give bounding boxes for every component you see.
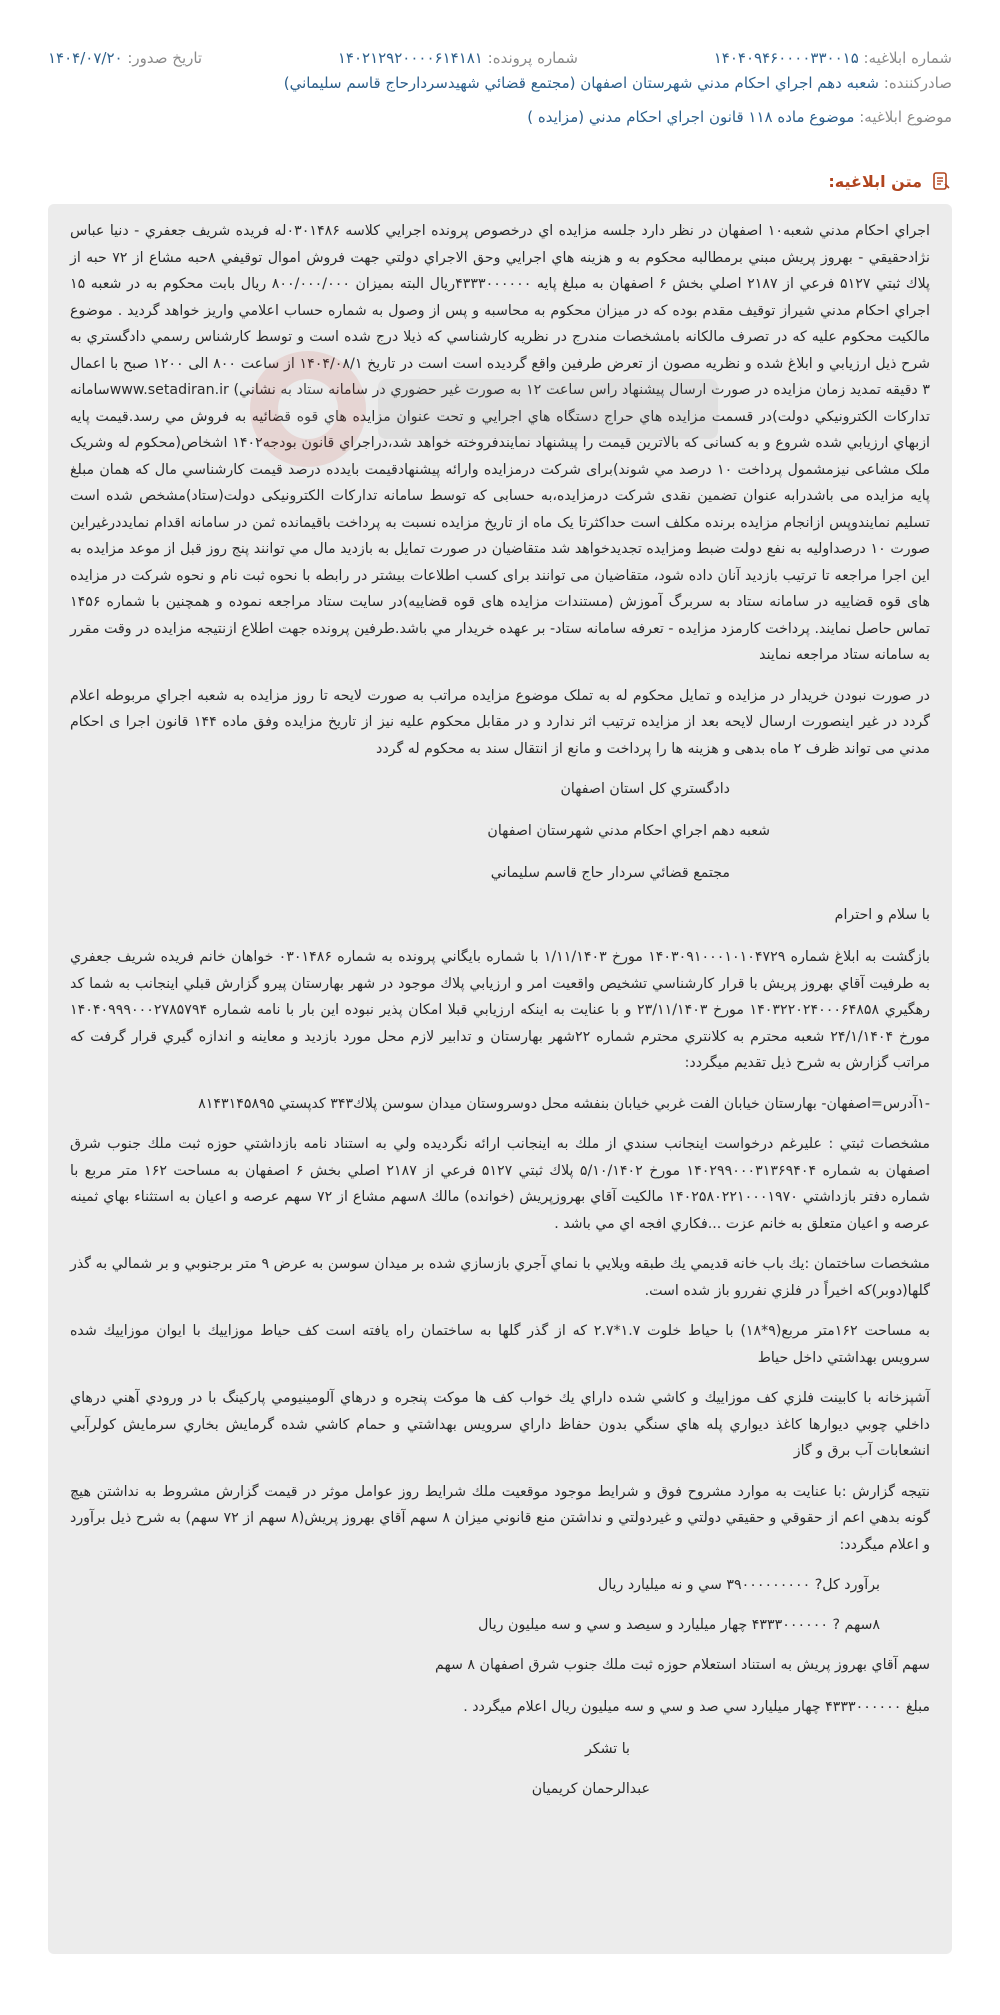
body-paragraph-3: بازگشت به ابلاغ شماره ۱۴۰۳۰۹۱۰۰۰۱۰۱۰۴۷۲۹ مورخ ۱/۱۱/۱۴۰۳ با شماره بايگاني پرونده به شماره ۰۳۰۱۴۸۶ خواهان خانم فريده شريف جعفري به طرفيت آقاي بهروز پريش با قرار كارشناسي تشخيص واقعيت امر و ارزيابي پلاك موجود در شهر بهارستان پيرو گزارش قبلي اينجانب به شما كد رهگيري ۱۴۰۳۲۲۰۲۴۰۰۰۶۴۸۵۸ مورخ ۲۳/۱۱/۱۴۰۳ و با عنايت به اينكه ارزيابي قبلا امكان پذير نبوده اين بار با نامه شماره ۱۴۰۴۰۹۹۹۰۰۰۲۷۸۵۷۹۴ مورخ ۲۴/۱/۱۴۰۴ شعبه محترم به كلانتري محترم شماره ۲۲شهر بهارستان و تدابير لازم محل مورد بازديد و معاينه و اندازه گيري قرار گرفت كه مراتب گزارش به شرح ذيل تقديم ميگردد: bbox=[70, 949, 931, 1071]
court-line-3: مجتمع قضائي سردار حاج قاسم سليماني bbox=[490, 865, 730, 881]
notice-number-value: ۱۴۰۴۰۹۴۶۰۰۰۰۳۳۰۰۱۵ bbox=[713, 49, 859, 67]
report-result: نتيجه گزارش :با عنايت به موارد مشروح فوق و شرايط موجود موقعيت ملك شرايط روز عوامل موثر در قيمت گزارش مشروط به نداشتن هيچ گونه بدهي اعم از حقوقي و حقيقي دولتي و غيردولتي و نداشتن منع قانوني ميزان ۸ سهم آقاي بهروز پريش(۸ سهم از ۷۲ سهم) به شرح ذيل برآورد و اعلام ميگردد: bbox=[70, 1483, 930, 1553]
case-number-value: ۱۴۰۲۱۲۹۲۰۰۰۰۶۱۴۱۸۱ bbox=[337, 49, 483, 67]
notice-header bbox=[48, 44, 952, 140]
notice-number bbox=[714, 47, 952, 69]
document-icon bbox=[930, 170, 952, 192]
body-paragraph-2: در صورت نبودن خريدار در مزايده و تمايل محكوم له به تملک موضوع مزايده مراتب به صورت لايحه تا روز مزايده به شعبه اجراي مربوطه اعلام گردد در غير اينصورت ارسال لايحه بعد از مزايده ترتيب اثر ندارد و در مقابل محكوم عليه نيز از تاريخ مزايده وفق ماده ۱۴۴ قانون اجرا ی احكام مدني می تواند ظرف ۲ ماه بدهی و هزينه ها را پرداخت و مانع از انتقال سند به محكوم له گردد bbox=[70, 687, 930, 757]
notice-title-label: متن ابلاغیه: bbox=[828, 171, 922, 191]
notice-body bbox=[48, 204, 952, 1954]
signer-name: عبدالرحمان كريميان bbox=[531, 1781, 650, 1797]
address-line: -۱آدرس=اصفهان- بهارستان خيابان الفت غربي خيابان بنفشه محل دوسروستان ميدان سوسن پلاك۳۴۳ كدپستي ۸۱۴۳۱۴۵۸۹۵ bbox=[198, 1095, 930, 1112]
area-details: به مساحت ۱۶۲متر مربع(۹*۱۸) با حياط خلوت ۱.۷*۲.۷ كه از گذر گلها به ساختمان راه يافته است كف حياط موزاييك با ايوان موزاييك شده سرويس بهداشتي داخل حياط bbox=[70, 1323, 930, 1366]
total-estimate: برآورد كل? ۳۹۰۰۰۰۰۰۰۰۰ سي و نه ميليارد ريال bbox=[597, 1577, 880, 1593]
share-owner-line: سهم آقاي بهروز پريش به استناد استعلام حوزه ثبت ملك جنوب شرق اصفهان ۸ سهم bbox=[435, 1657, 930, 1673]
case-number-label: شماره پرونده: bbox=[487, 49, 578, 67]
court-line-2: شعبه دهم اجراي احكام مدني شهرستان اصفهان bbox=[487, 823, 770, 839]
registration-details: مشخصات ثبتي : عليرغم درخواست اينجانب سندي از ملك به اينجانب ارائه نگرديده ولي به استناد نامه بازداشتي حوزه ثبت ملك جنوب شرق اصفهان به شماره ۱۴۰۲۹۹۰۰۰۳۱۳۶۹۴۰۴ مورخ ۵/۱۰/۱۴۰۲ پلاك ثبتي ۵۱۲۷ فرعي از ۲۱۸۷ اصلي بخش ۶ اصفهان به مساحت ۱۶۲ متر مربع با شماره دفتر بازداشتي ۱۴۰۲۵۸۰۲۲۱۰۰۰۱۹۷۰ مالكيت آقاي بهروزپريش (خوانده) مالك ۸سهم مشاع از ۷۲ سهم عرصه و اعيان به استثناء بهاي ثمينه عرصه و اعيان متعلق به خانم عزت ...فكاري افجه اي مي باشد . bbox=[70, 1136, 930, 1232]
issue-date bbox=[48, 47, 202, 69]
kitchen-details: آشپزخانه با كابينت فلزي كف موزاييك و كاشي شده داراي يك خواب كف ها موكت پنجره و درهاي آلومينيومي پاركينگ با در ورودي آهني درهاي داخلي چوبي ديوارها كاغذ ديواري پله هاي سنگي بدون حفاظ داراي سرويس بهداشتي و حمام كاشي شده گرمايش بخاري سرمايش كولرآبي انشعابات آب برق و گاز bbox=[70, 1390, 930, 1459]
issuer-value: شعبه دهم اجراي احكام مدني شهرستان اصفهان (مجتمع قضائي شهيدسردارحاج قاسم سليماني) bbox=[283, 74, 879, 92]
greeting-line: با سلام و احترام bbox=[834, 907, 930, 923]
issue-date-label: تاریخ صدور: bbox=[127, 49, 203, 67]
share-estimate: ۸سهم ? ۴۳۳۳۰۰۰۰۰۰ چهار ميليارد و سيصد و سي و سه ميليون ريال bbox=[478, 1617, 880, 1633]
amount-line: مبلغ ۴۳۳۳۰۰۰۰۰۰ چهار ميليارد سي صد و سي و سه ميليون ريال اعلام ميگردد . bbox=[463, 1699, 930, 1715]
building-details: مشخصات ساختمان :يك باب خانه قديمي يك طبقه ويلايي با نماي آجري بازسازي شده بر ميدان سوسن به عرض ۹ متر برجنوبي و بر شمالي به گذر گلها(دوبر)كه اخيراً در فلزي نفررو باز شده است. bbox=[70, 1256, 930, 1299]
subject-line bbox=[48, 106, 952, 140]
issue-date-value: ۱۴۰۴/۰۷/۲۰ bbox=[48, 49, 123, 67]
thanks-line: با تشكر bbox=[584, 1741, 630, 1757]
subject-label: موضوع ابلاغیه: bbox=[859, 108, 952, 126]
meta-row bbox=[48, 44, 952, 72]
issuer-label: صادرکننده: bbox=[883, 74, 952, 92]
notice-number-label: شماره ابلاغیه: bbox=[863, 49, 952, 67]
issuer-line bbox=[48, 72, 952, 106]
notice-title bbox=[828, 170, 952, 192]
court-line-1: دادگستري كل استان اصفهان bbox=[560, 781, 730, 797]
body-paragraph-1: اجراي احكام مدني شعبه۱۰ اصفهان در نظر دارد جلسه مزايده اي درخصوص پرونده اجرايي كلاسه ۰۳۰۱۴۸۶له فريده شريف جعفري - دنيا عباس نژادحقيقي - بهروز پريش مبني برمطالبه محكوم به و هزينه هاي اجرايي وحق الاجراي دولتي جهت فروش اموال توقيفي ۸حبه مشاع از ۷۲ حبه از پلاك ثبتي ۵۱۲۷ فرعي از ۲۱۸۷ اصلي بخش ۶ اصفهان به مبلغ پايه ۴۳۳۳۰۰۰۰۰۰ريال البته بميزان ۸۰۰/۰۰۰/۰۰۰ ريال بابت محكوم به در شعبه ۱۵ اجراي احكام مدني شيراز توقيف مقدم بوده كه در ميزان محكوم به محاسبه و پس از وصول به شماره حساب اعلامي واريز خواهد گرديد . موضوع مالكيت محكوم عليه كه در تصرف مالكانه بامشخصات مندرج در نظريه كارشناسي كه ذيلا درج شده است و توسط كارشناس رسمي دادگستري به شرح ذيل ارزيابي و ابلاغ شده و نظريه مصون از تعرض طرفين واقع گرديده است است در تاريخ ۱۴۰۴/۰۸/۱ از ساعت ۸۰۰ الی ۱۲۰۰ صبح با اعمال ۳ دقيقه تمديد زمان مزايده در صورت ارسال پيشنهاد راس ساعت ۱۲ به صورت غير حضوري در سامانه ستاد به نشاني) www.setadiran.irسامانه تداركات الكترونيكي دولت)در قسمت مزايده هاي حراج دستگاه هاي اجرايي و تحت عنوان مزايده هاي قوه قضائيه به فروش مي رسد.قيمت پايه ازبهاي ارزيابي شده شروع و به كسانی كه بالاترين قيمت را پيشنهاد نمايندفروخته خواهد شد،دراجراي قانون بودجه۱۴۰۲ اشخاص(محكوم له وشريک ملک مشاعی نيزمشمول پرداخت ۱۰ درصد مي شوند)برای شركت درمزايده وارائه پيشنهادقيمت بايدده درصد قيمت كارشناسي مال كه همان مبلغ پايه مزايده می باشدرابه عنوان تضمين نقدی شركت درمزايده،به حسابی كه توسط سامانه تداركات الكترونيكی دولت(ستاد)مشخص شده است تسليم نمايندوپس ازانجام مزايده برنده مكلف است حداكثرتا يک ماه از تاريخ مزايده نسبت به پرداخت باقيمانده ثمن در سامانه اقدام نمايددرغيراين صورت ۱۰ درصداوليه به نفع دولت ضبط ومزايده تجديدخواهد شد متقاضيان در صورت تمايل به بازديد مال مي توانند پنج روز قبل از موعد مزايده به اين اجرا مراجعه تا ترتيب بازديد آنان داده شود، متقاضيان می توانند برای كسب اطلاعات بيشتر در رابطه با نحوه ثبت نام و نحوه شركت در مزايده های قوه قضاييه در سامانه ستاد به سربرگ آموزش (مستندات مزايده های قوه قضاييه)در سايت ستاد مراجعه نموده و همچنين با شماره ۱۴۵۶ تماس حاصل نمايند. پرداخت كارمزد مزايده - تعرفه سامانه ستاد- بر عهده خريدار مي باشد.طرفين پرونده جهت اطلاع ازنتيجه مزايده در وقت مقرر به سامانه ستاد مراجعه نمايند bbox=[70, 223, 931, 663]
subject-value: موضوع ماده ۱۱۸ قانون اجراي احكام مدني (مزايده ) bbox=[527, 108, 855, 126]
case-number bbox=[338, 47, 578, 69]
